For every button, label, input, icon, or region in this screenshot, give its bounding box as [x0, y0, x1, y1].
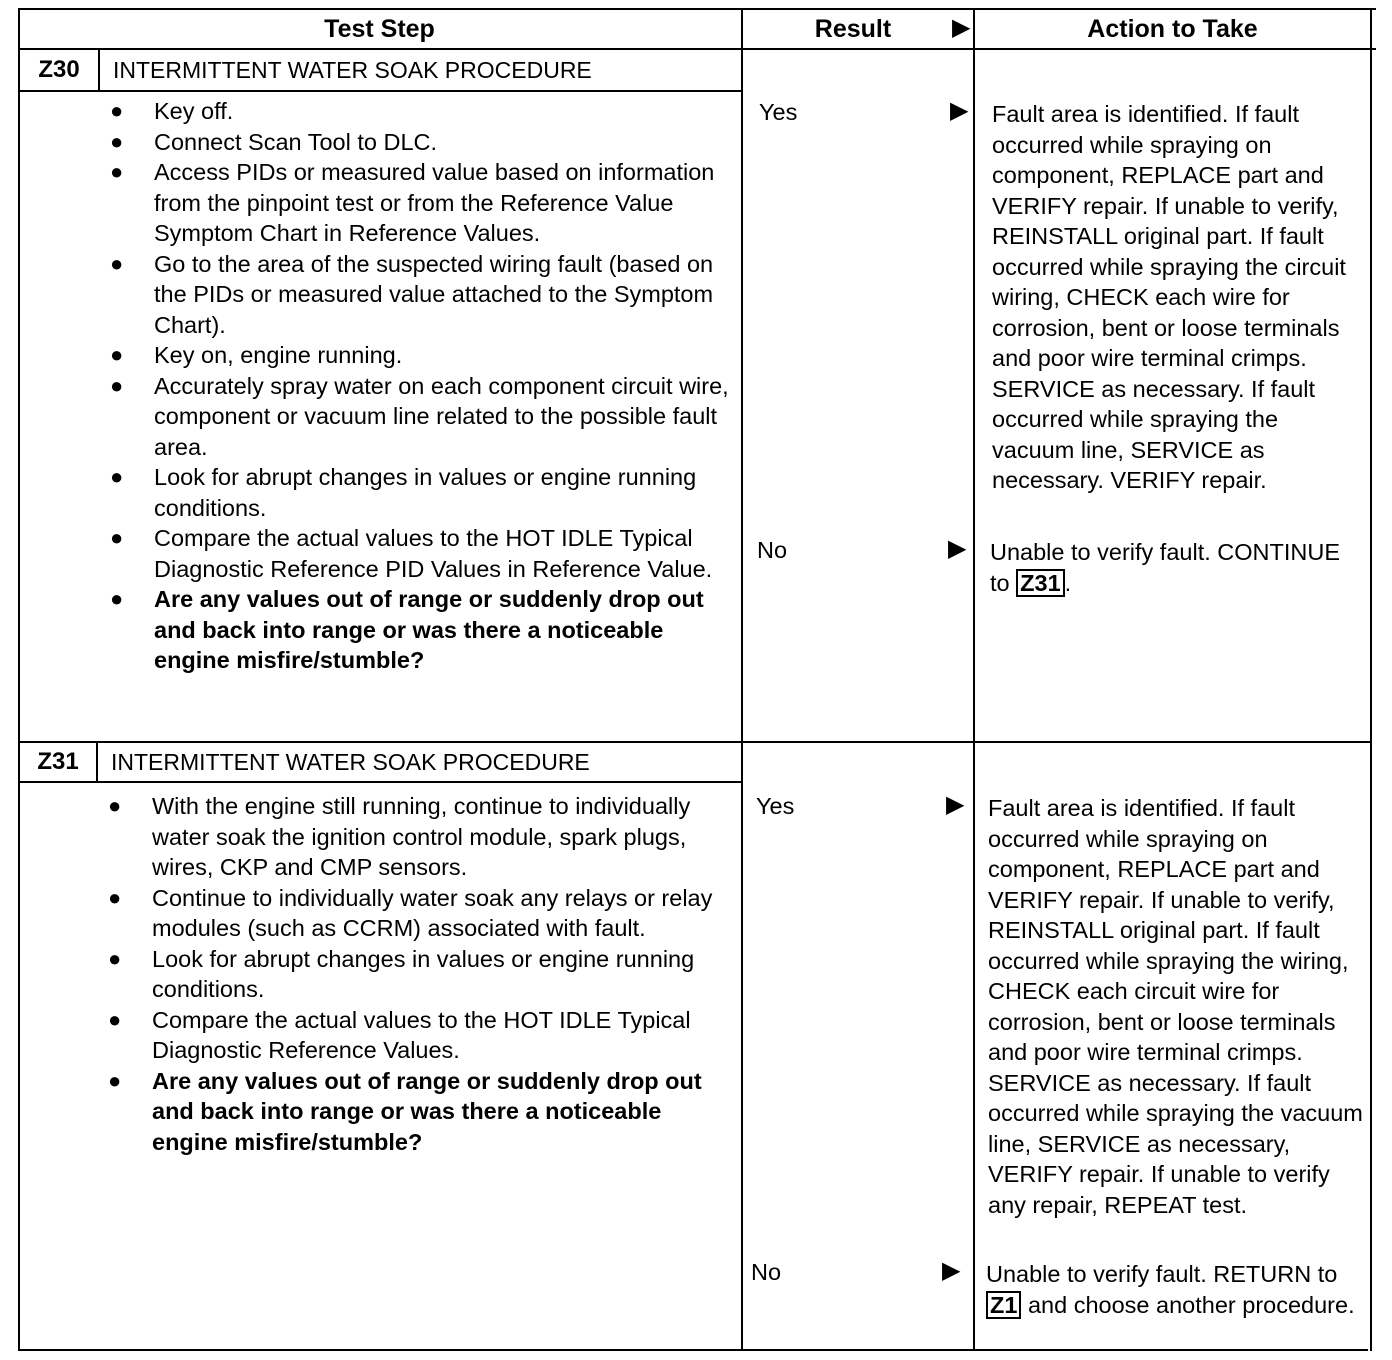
- action-column-divider: [973, 8, 975, 1351]
- bullet-icon: ●: [110, 586, 124, 611]
- z30-yes-action: Fault area is identified. If fault occurred while spraying on component, REPLACE part and VERIFY repair. If unable to verify, REINSTALL original part. If fault occurred while spraying the circuit wiring, CHECK each wire for corrosion, bent or loose terminals and poor wire terminal crimps. SERVICE as necessary. If fault occurred while spraying the vacuum line, SERVICE as necessary. VERIFY repair.: [992, 101, 1346, 493]
- list-item: ● Continue to individually water soak any relays or relay modules (such as CCRM) associated with fault.: [108, 884, 713, 941]
- bullet-icon: ●: [108, 793, 122, 818]
- z31-code-divider: [96, 741, 98, 783]
- list-item: ● Go to the area of the suspected wiring fault (based on the PIDs or measured value attached to the Symptom Chart).: [110, 250, 714, 338]
- z31-title-bottom-border: [18, 781, 743, 783]
- z31-question: ● Are any values out of range or suddenly drop out and back into range or was there a noticeable engine misfire/stumble?: [108, 1067, 702, 1155]
- list-item: ● Connect Scan Tool to DLC.: [110, 127, 730, 158]
- z30-no-label: No: [757, 537, 788, 563]
- z30-no-arrow-icon: ▶: [948, 535, 967, 562]
- list-item: ● Access PIDs or measured value based on information from the pinpoint test or from the Reference Value Symptom Chart in Reference Values.: [110, 159, 715, 246]
- bullet-icon: ●: [108, 1006, 122, 1032]
- header-arrow-icon: ▶: [952, 14, 971, 41]
- z30-title-bottom-border: [18, 90, 743, 92]
- bullet-icon: ●: [110, 372, 124, 398]
- bullet-icon: ●: [110, 464, 124, 489]
- z31-no-label: No: [751, 1259, 782, 1285]
- z30-code: Z30: [38, 56, 80, 83]
- z1-reference-link[interactable]: Z1: [986, 1291, 1021, 1319]
- list-item: ● Accurately spray water on each component circuit wire, component or vacuum line related to the possible fault area.: [110, 372, 729, 460]
- z31-code: Z31: [37, 748, 79, 775]
- bullet-icon: ●: [110, 159, 124, 184]
- list-item: ● With the engine still running, continue to individually water soak the ignition control module, spark plugs, wires, CKP and CMP sensors.: [108, 793, 691, 880]
- list-item: ● Compare the actual values to the HOT IDLE Typical Diagnostic Reference PID Values in Reference Value.: [110, 525, 713, 582]
- table-left-border: [18, 8, 20, 1351]
- bullet-icon: ●: [110, 128, 124, 154]
- result-column-divider: [741, 8, 743, 1351]
- list-item: ● Compare the actual values to the HOT IDLE Typical Diagnostic Reference Values.: [108, 1006, 691, 1063]
- z31-steps: [108, 791, 728, 1157]
- bullet-icon: ●: [110, 342, 124, 367]
- bullet-icon: ●: [110, 250, 124, 276]
- z30-code-divider: [98, 48, 100, 92]
- bullet-icon: ●: [110, 525, 124, 550]
- bullet-icon: ●: [110, 98, 124, 123]
- header-result: Result: [814, 14, 892, 43]
- z30-title: INTERMITTENT WATER SOAK PROCEDURE: [113, 56, 592, 83]
- header-test-step: Test Step: [324, 14, 435, 43]
- header-action: Action to Take: [1087, 14, 1258, 43]
- table-right-border: [1370, 8, 1372, 1351]
- z30-no-action: Unable to verify fault. CONTINUE to Z31 .: [990, 539, 1340, 596]
- z30-yes-label: Yes: [759, 99, 798, 125]
- z31-yes-label: Yes: [756, 793, 795, 819]
- z30-question: ● Are any values out of range or suddenly drop out and back into range or was there a noticeable engine misfire/stumble?: [110, 586, 704, 673]
- z31-title: INTERMITTENT WATER SOAK PROCEDURE: [111, 748, 590, 775]
- z31-yes-action: Fault area is identified. If fault occurred while spraying on component, REPLACE part and VERIFY repair. If unable to verify, REINSTALL original part. If fault occurred while spraying the wiring, CHECK each circuit wire for corrosion, bent or loose terminals and poor wire terminal crimps. SERVICE as necessary. If fault occurred while spraying the vacuum line, SERVICE as necessary, VERIFY repair. If unable to verify any repair, REPEAT test.: [988, 795, 1363, 1218]
- list-item: ● Key off.: [110, 96, 730, 127]
- bullet-icon: ●: [108, 884, 122, 910]
- bullet-icon: ●: [108, 1067, 122, 1093]
- z30-steps: [110, 96, 730, 676]
- z31-no-arrow-icon: ▶: [942, 1257, 961, 1284]
- z31-reference-link[interactable]: Z31: [1016, 569, 1065, 597]
- list-item: ● Look for abrupt changes in values or engine running conditions.: [110, 464, 697, 521]
- z31-yes-arrow-icon: ▶: [946, 791, 965, 818]
- list-item: ● Look for abrupt changes in values or engine running conditions.: [108, 945, 695, 1002]
- z30-yes-arrow-icon: ▶: [950, 97, 969, 124]
- z31-no-action: Unable to verify fault. RETURN to Z1 and choose another procedure.: [986, 1261, 1355, 1318]
- bullet-icon: ●: [108, 945, 122, 971]
- table-bottom-border: [18, 1349, 1368, 1351]
- list-item: ● Key on, engine running.: [110, 340, 730, 371]
